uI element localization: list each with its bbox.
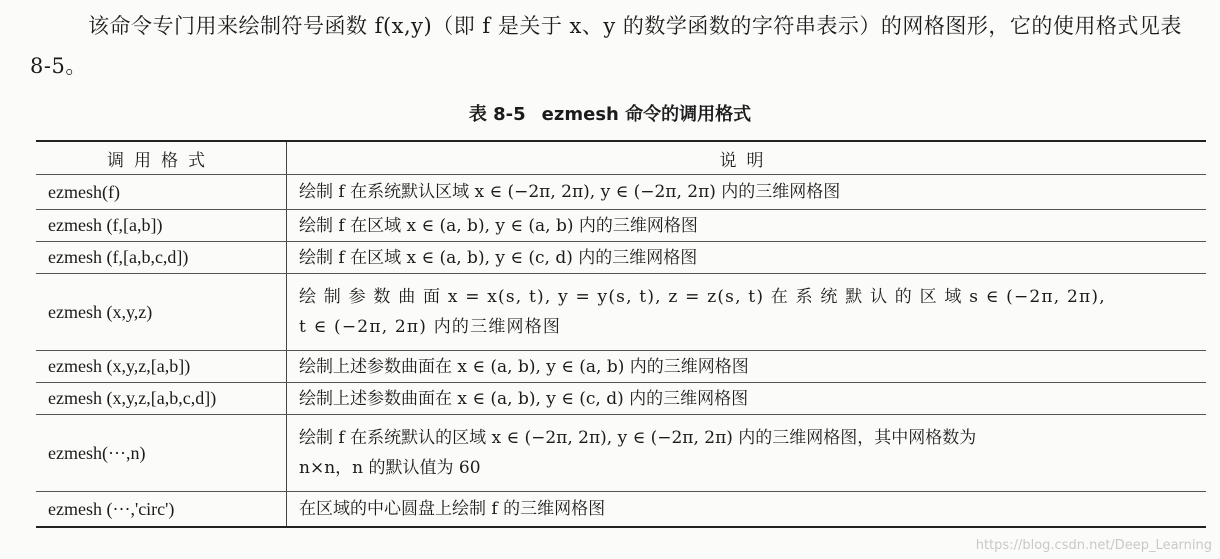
table-row [36, 242, 1206, 274]
table-row [36, 415, 1206, 492]
table-row [36, 351, 1206, 383]
description-cell [287, 351, 1207, 383]
description-line: 绘制 f 在系统默认的区域 x ∈ (−2π, 2π), y ∈ (−2π, 2π) 内的三维网格图，其中网格数为 [299, 428, 977, 448]
table-row [36, 175, 1206, 210]
description-line: 绘 制 参 数 曲 面 x = x(s, t), y = y(s, t), z = z(s, t) 在 系 统 默 认 的 区 域 s ∈ (−2π, 2π), [299, 287, 1106, 307]
description-line: 绘制上述参数曲面在 x ∈ (a, b), y ∈ (c, d) 内的三维网格图 [299, 388, 749, 409]
format-table [36, 140, 1206, 528]
table-row [36, 274, 1206, 351]
table-row [36, 210, 1206, 242]
format-cell: ezmesh (x,y,z,[a,b]) [36, 351, 287, 383]
description-line: 绘制上述参数曲面在 x ∈ (a, b), y ∈ (a, b) 内的三维网格图 [299, 356, 749, 377]
description-cell [287, 492, 1207, 528]
description-line: 绘制 f 在区域 x ∈ (a, b), y ∈ (c, d) 内的三维网格图 [299, 247, 698, 268]
description-line: 在区域的中心圆盘上绘制 f 的三维网格图 [299, 499, 606, 519]
table-caption-number: 表 8-5 [468, 104, 526, 125]
description-cell [287, 242, 1207, 274]
table-row [36, 492, 1206, 528]
description-line: t ∈ (−2π, 2π) 内的三维网格图 [299, 317, 562, 337]
header-format: 调用格式 [36, 141, 287, 175]
description-line: n×n，n 的默认值为 60 [299, 458, 481, 478]
intro-paragraph: 该命令专门用来绘制符号函数 f(x,y)（即 f 是关于 x、y 的数学函数的字符串表示）的网格图形，它的使用格式见表 8-5。 [30, 14, 1182, 78]
description-cell [287, 175, 1207, 210]
format-cell: ezmesh (···,'circ') [36, 492, 287, 528]
description-cell [287, 383, 1207, 415]
header-description: 说明 [287, 141, 1207, 175]
format-cell: ezmesh(···,n) [36, 415, 287, 492]
table-row [36, 383, 1206, 415]
watermark: https://blog.csdn.net/Deep_Learning [975, 538, 1212, 553]
table-caption-title: ezmesh 命令的调用格式 [541, 104, 752, 125]
format-cell: ezmesh (f,[a,b,c,d]) [36, 242, 287, 274]
format-cell: ezmesh (x,y,z,[a,b,c,d]) [36, 383, 287, 415]
table-caption [0, 100, 1220, 126]
description-cell [287, 415, 1207, 492]
description-cell [287, 210, 1207, 242]
table-header-row [36, 141, 1206, 175]
description-line: 绘制 f 在系统默认区域 x ∈ (−2π, 2π), y ∈ (−2π, 2π) 内的三维网格图 [299, 182, 841, 202]
format-cell: ezmesh(f) [36, 175, 287, 210]
description-line: 绘制 f 在区域 x ∈ (a, b), y ∈ (a, b) 内的三维网格图 [299, 215, 698, 236]
format-cell: ezmesh (f,[a,b]) [36, 210, 287, 242]
format-cell: ezmesh (x,y,z) [36, 274, 287, 351]
description-cell [287, 274, 1207, 351]
